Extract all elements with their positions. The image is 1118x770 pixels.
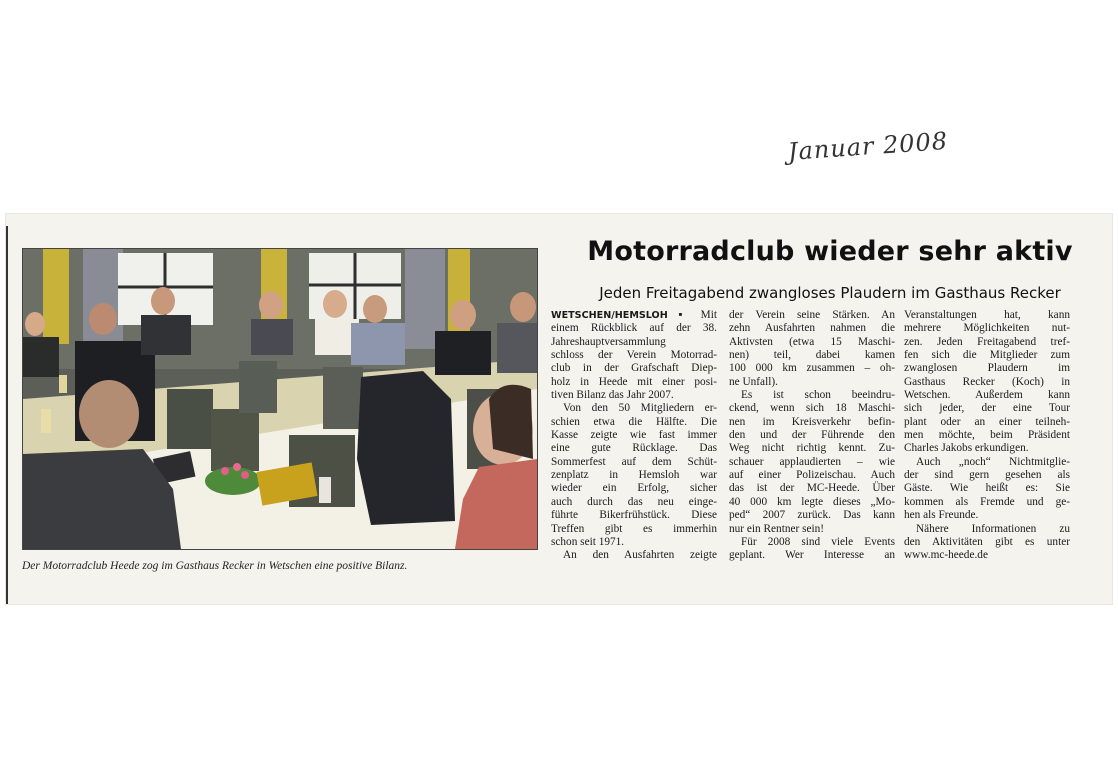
- handwritten-date: Januar 2008: [787, 126, 949, 166]
- paragraph-line: Es ist schon beeindru-: [741, 389, 895, 402]
- paragraph-line: hen als Freunde.: [904, 509, 979, 522]
- paragraph-line: einem Rückblick auf der 38.: [551, 322, 717, 335]
- paragraph-line: Gasthaus Recker (Koch) in: [904, 375, 1070, 388]
- paragraph-line: geplant. Wer Interesse an: [729, 549, 895, 562]
- paragraph-line: 100 000 km zusammen – oh-: [729, 362, 895, 375]
- paragraph-line: sich jeder, der eine Tour: [904, 402, 1070, 415]
- paragraph-line: 40 000 km legte dieses „Mo-: [729, 495, 895, 508]
- article-subheadline: Jeden Freitagabend zwangloses Plaudern im Gasthaus Recker: [599, 284, 1061, 302]
- paragraph-line: Wetschen. Außerdem kann: [904, 389, 1070, 402]
- paragraph-line: eine gute Rücklage. Das: [551, 442, 717, 455]
- paragraph-line: holz in Heede mit einer posi-: [551, 375, 717, 388]
- paragraph-line: ckend, wenn sich 18 Maschi-: [729, 402, 895, 415]
- paragraph-line: schon seit 1971.: [551, 535, 625, 548]
- website-url: www.mc-heede.de: [904, 549, 988, 562]
- paragraph-line: Gäste. Wie heißt es: Sie: [904, 482, 1070, 495]
- article-headline: Motorradclub wieder sehr aktiv: [587, 236, 1073, 267]
- text-column-1: [551, 309, 717, 563]
- paragraph-line: club in der Grafschaft Diep-: [551, 362, 717, 375]
- paragraph-line: ped“ 2007 zurück. Das kann: [729, 509, 895, 522]
- paragraph-line: Weg nicht richtig kennt. Zu-: [729, 442, 895, 455]
- paragraph-line: nen) teil, dabei kamen: [729, 349, 895, 362]
- paragraph-line: Auch „noch“ Nichtmitglie-: [916, 455, 1070, 468]
- paragraph-line: nur ein Rentner sein!: [729, 522, 825, 535]
- paragraph-line: kommen als Fremde und ge-: [904, 495, 1070, 508]
- paragraph-line: tiven Bilanz das Jahr 2007.: [551, 389, 674, 402]
- paragraph-line: mehrere Möglichkeiten nut-: [904, 322, 1070, 335]
- paragraph-line: ne Unfall).: [729, 375, 778, 388]
- paragraph-line: fen sich die Mitglieder zum: [904, 349, 1070, 362]
- paragraph-line: den und der Führende den: [729, 429, 895, 442]
- paragraph-line: men möchte, beim Präsident: [904, 429, 1070, 442]
- text-column-2: [729, 309, 895, 563]
- paragraph-line: der Verein seine Stärken. An: [729, 309, 895, 321]
- paragraph-line: Nähere Informationen zu: [916, 522, 1070, 535]
- paragraph-line: nen im Kreisverkehr befin-: [729, 415, 895, 428]
- paragraph-line: Treffen gibt es immerhin: [551, 522, 717, 535]
- paragraph-line: schloss der Verein Motorrad-: [551, 349, 717, 362]
- paragraph-line: [551, 309, 717, 322]
- paragraph-line: den Aktivitäten gibt es unter: [904, 535, 1070, 548]
- paragraph-line: Von den 50 Mitgliedern er-: [563, 402, 717, 415]
- paragraph-line: zen. Jeden Freitagabend tref-: [904, 335, 1070, 348]
- paragraph-line: Für 2008 sind viele Events: [741, 535, 895, 548]
- paragraph-line: zehn Ausfahrten nahmen die: [729, 322, 895, 335]
- paragraph-line: zenplatz in Hemsloh war: [551, 469, 717, 482]
- paragraph-line: zwanglosen Plaudern im: [904, 362, 1070, 375]
- dateline: WETSCHEN/HEMSLOH: [551, 310, 668, 321]
- paragraph-line: das ist der MC-Heede. Über: [729, 482, 895, 495]
- paragraph-line: führte Bikerfrühstück. Diese: [551, 509, 717, 522]
- paragraph-line: Aktivsten (etwa 15 Maschi-: [729, 335, 895, 348]
- paragraph-line: schien etwa die Hälfte. Die: [551, 415, 717, 428]
- text-column-3: [904, 309, 1070, 563]
- article-photo: [22, 248, 538, 550]
- paragraph-line: auf einer Polizeischau. Auch: [729, 469, 895, 482]
- paragraph-line: Veranstaltungen hat, kann: [904, 309, 1070, 321]
- clipping-edge: [6, 226, 8, 604]
- paragraph-line: Sommerfest auf dem Schüt-: [551, 455, 717, 468]
- paragraph-line: An den Ausfahrten zeigte: [563, 549, 717, 562]
- dateline-separator: ▪ Mit: [667, 309, 717, 321]
- paragraph-line: wieder ein Erfolg, sicher: [551, 482, 717, 495]
- paragraph-line: schauer applaudierten – wie: [729, 455, 895, 468]
- paragraph-line: plant oder an einer teilneh-: [904, 415, 1070, 428]
- paragraph-line: der sind gern gesehen als: [904, 469, 1070, 482]
- photo-caption: Der Motorradclub Heede zog im Gasthaus Recker in Wetschen eine positive Bilanz.: [22, 560, 408, 572]
- paragraph-line: Jahreshauptversammlung: [551, 335, 666, 348]
- paragraph-line: Charles Jakobs erkundigen.: [904, 442, 1029, 455]
- paragraph-line: Kasse zeigte wie fast immer: [551, 429, 717, 442]
- paragraph-line: auch durch das neu einge-: [551, 495, 717, 508]
